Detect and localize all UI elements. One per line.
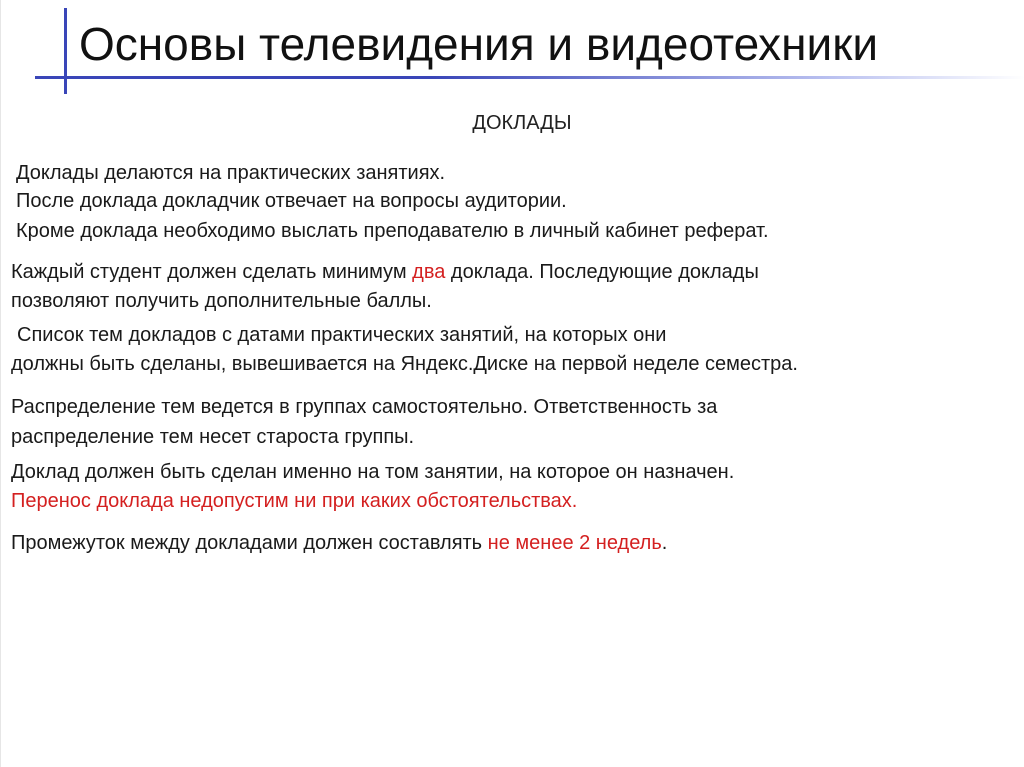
text-line-8: Распределение тем ведется в группах самостоятельно. Ответственность за <box>11 396 718 418</box>
text-line-2: После доклада докладчик отвечает на вопросы аудитории. <box>16 190 567 212</box>
highlight-two: два <box>412 261 446 283</box>
highlight-interval: не менее 2 недель <box>487 532 662 554</box>
text-line-1: Доклады делаются на практических занятиях. <box>16 162 446 184</box>
text-line-4-end: доклада. Последующие доклады <box>445 261 759 283</box>
text-line-5: позволяют получить дополнительные баллы. <box>11 290 432 312</box>
text-line-3: Кроме доклада необходимо выслать преподавателю в личный кабинет реферат. <box>16 220 769 242</box>
text-line-4-start: Каждый студент должен сделать минимум <box>11 261 413 283</box>
text-line-6: Список тем докладов с датами практических занятий, на которых они <box>17 324 667 346</box>
text-line-12 <box>11 530 667 556</box>
text-line-4 <box>11 259 759 285</box>
warning-line: Перенос доклада недопустим ни при каких обстоятельствах. <box>11 490 578 512</box>
text-line-9: распределение тем несет староста группы. <box>11 426 415 448</box>
text-line-10: Доклад должен быть сделан именно на том занятии, на которое он назначен. <box>11 461 735 483</box>
text-line-12-start: Промежуток между докладами должен составлять <box>11 532 488 554</box>
title-vertical-rule <box>64 8 67 94</box>
slide-title: Основы телевидения и видеотехники <box>79 18 879 70</box>
title-horizontal-rule <box>35 76 1024 79</box>
text-line-12-end: . <box>661 532 668 554</box>
text-line-7: должны быть сделаны, вывешивается на Яндекс.Диске на первой неделе семестра. <box>11 353 798 375</box>
section-heading: ДОКЛАДЫ <box>472 112 572 134</box>
